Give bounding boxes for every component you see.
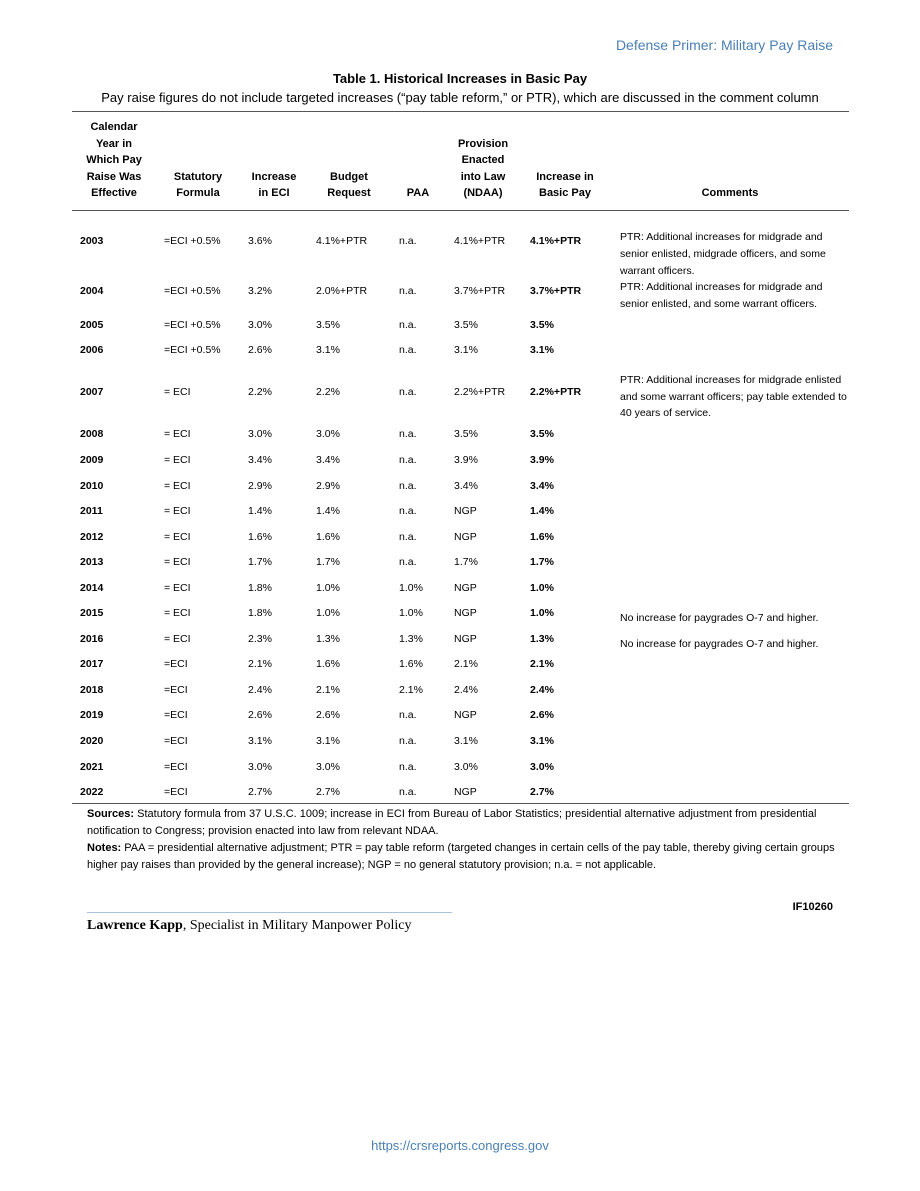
- cell-eci: 1.6%: [248, 531, 272, 543]
- cell-formula: = ECI: [164, 582, 191, 594]
- cell-provision: NGP: [454, 786, 477, 798]
- table-top-rule: [72, 111, 849, 112]
- cell-basic: 1.0%: [530, 607, 554, 619]
- cell-budget: 2.7%: [316, 786, 340, 798]
- cell-basic: 2.1%: [530, 658, 554, 670]
- cell-basic: 3.5%: [530, 428, 554, 440]
- cell-provision: 2.1%: [454, 658, 478, 670]
- cell-eci: 2.6%: [248, 709, 272, 721]
- cell-paa: 1.0%: [399, 582, 423, 594]
- cell-budget: 1.6%: [316, 531, 340, 543]
- cell-year: 2018: [80, 684, 104, 696]
- cell-eci: 2.7%: [248, 786, 272, 798]
- header-formula: Statutory Formula: [173, 170, 223, 200]
- cell-eci: 3.6%: [248, 235, 272, 247]
- table-bottom-rule: [72, 803, 849, 804]
- cell-basic: 1.3%: [530, 633, 554, 645]
- cell-paa: n.a.: [399, 428, 417, 440]
- author-divider: [87, 912, 452, 913]
- cell-eci: 3.0%: [248, 428, 272, 440]
- cell-formula: =ECI: [164, 658, 188, 670]
- cell-basic: 2.4%: [530, 684, 554, 696]
- cell-basic: 2.6%: [530, 709, 554, 721]
- cell-year: 2022: [80, 786, 104, 798]
- cell-formula: =ECI +0.5%: [164, 285, 221, 297]
- cell-basic: 4.1%+PTR: [530, 235, 582, 247]
- table-header-rule: [72, 210, 849, 211]
- report-code: IF10260: [792, 901, 833, 913]
- cell-paa: n.a.: [399, 386, 417, 398]
- header-comments: Comments: [701, 187, 759, 200]
- cell-budget: 2.6%: [316, 709, 340, 721]
- sources-note: Sources: Statutory formula from 37 U.S.C. 1009; increase in ECI from Bureau of Labor Statistics; presidential alternative adjustment from presidential notification to Congress; provision enacted into law from relevant NDAA.: [87, 808, 817, 837]
- cell-basic: 3.4%: [530, 480, 554, 492]
- header-eci: Increase in ECI: [251, 170, 297, 200]
- cell-eci: 3.0%: [248, 761, 272, 773]
- cell-budget: 1.7%: [316, 556, 340, 568]
- cell-formula: =ECI: [164, 786, 188, 798]
- cell-paa: n.a.: [399, 531, 417, 543]
- cell-eci: 2.6%: [248, 344, 272, 356]
- cell-formula: =ECI +0.5%: [164, 319, 221, 331]
- cell-eci: 2.2%: [248, 386, 272, 398]
- cell-formula: = ECI: [164, 386, 191, 398]
- cell-basic: 1.7%: [530, 556, 554, 568]
- cell-basic: 1.4%: [530, 505, 554, 517]
- cell-budget: 1.0%: [316, 582, 340, 594]
- cell-eci: 2.9%: [248, 480, 272, 492]
- cell-eci: 1.8%: [248, 582, 272, 594]
- header-paa: PAA: [406, 187, 430, 200]
- cell-budget: 1.4%: [316, 505, 340, 517]
- cell-paa: n.a.: [399, 285, 417, 297]
- cell-eci: 1.4%: [248, 505, 272, 517]
- cell-year: 2008: [80, 428, 104, 440]
- cell-formula: =ECI: [164, 684, 188, 696]
- cell-year: 2017: [80, 658, 104, 670]
- cell-provision: 3.7%+PTR: [454, 285, 506, 297]
- cell-year: 2004: [80, 285, 104, 297]
- cell-year: 2015: [80, 607, 104, 619]
- cell-paa: 2.1%: [399, 684, 423, 696]
- cell-comment: No increase for paygrades O-7 and higher.: [620, 611, 819, 624]
- cell-basic: 2.7%: [530, 786, 554, 798]
- table-header: [72, 122, 849, 202]
- cell-formula: = ECI: [164, 556, 191, 568]
- cell-basic: 3.0%: [530, 761, 554, 773]
- cell-year: 2003: [80, 235, 104, 247]
- cell-formula: = ECI: [164, 428, 191, 440]
- cell-provision: 3.1%: [454, 735, 478, 747]
- header-basic-pay: Increase in Basic Pay: [536, 170, 594, 200]
- cell-paa: n.a.: [399, 344, 417, 356]
- table-title: Table 1. Historical Increases in Basic Pay: [332, 71, 588, 86]
- cell-eci: 3.0%: [248, 319, 272, 331]
- cell-paa: n.a.: [399, 505, 417, 517]
- cell-provision: 3.5%: [454, 428, 478, 440]
- cell-basic: 3.9%: [530, 454, 554, 466]
- footer-url-link[interactable]: https://crsreports.congress.gov: [371, 1138, 549, 1153]
- header-provision: Provision Enacted into Law (NDAA): [457, 137, 509, 200]
- cell-formula: = ECI: [164, 607, 191, 619]
- cell-formula: = ECI: [164, 454, 191, 466]
- cell-budget: 4.1%+PTR: [316, 235, 368, 247]
- cell-year: 2021: [80, 761, 104, 773]
- cell-year: 2012: [80, 531, 104, 543]
- cell-paa: n.a.: [399, 735, 417, 747]
- cell-paa: n.a.: [399, 454, 417, 466]
- cell-eci: 3.2%: [248, 285, 272, 297]
- cell-provision: NGP: [454, 531, 477, 543]
- cell-eci: 2.3%: [248, 633, 272, 645]
- cell-budget: 1.0%: [316, 607, 340, 619]
- cell-paa: n.a.: [399, 480, 417, 492]
- header-year: Calendar Year in Which Pay Raise Was Effective: [86, 121, 142, 200]
- cell-provision: NGP: [454, 709, 477, 721]
- cell-eci: 3.4%: [248, 454, 272, 466]
- cell-provision: 3.5%: [454, 319, 478, 331]
- cell-provision: 3.0%: [454, 761, 478, 773]
- cell-budget: 3.1%: [316, 344, 340, 356]
- cell-basic: 3.7%+PTR: [530, 285, 582, 297]
- cell-formula: =ECI: [164, 761, 188, 773]
- cell-year: 2010: [80, 480, 104, 492]
- cell-provision: NGP: [454, 505, 477, 517]
- cell-budget: 1.3%: [316, 633, 340, 645]
- cell-formula: =ECI +0.5%: [164, 235, 221, 247]
- cell-formula: = ECI: [164, 633, 191, 645]
- cell-provision: NGP: [454, 582, 477, 594]
- cell-basic: 3.1%: [530, 735, 554, 747]
- cell-year: 2016: [80, 633, 104, 645]
- cell-basic: 3.5%: [530, 319, 554, 331]
- table-notes: [87, 806, 837, 874]
- cell-basic: 1.0%: [530, 582, 554, 594]
- cell-comment: No increase for paygrades O-7 and higher.: [620, 637, 819, 650]
- cell-year: 2005: [80, 319, 104, 331]
- cell-eci: 2.4%: [248, 684, 272, 696]
- cell-year: 2011: [80, 505, 103, 517]
- cell-paa: n.a.: [399, 235, 417, 247]
- cell-provision: 4.1%+PTR: [454, 235, 506, 247]
- cell-formula: = ECI: [164, 531, 191, 543]
- cell-formula: = ECI: [164, 505, 191, 517]
- cell-paa: n.a.: [399, 761, 417, 773]
- cell-formula: =ECI: [164, 735, 188, 747]
- cell-eci: 3.1%: [248, 735, 272, 747]
- cell-year: 2013: [80, 556, 104, 568]
- cell-budget: 3.5%: [316, 319, 340, 331]
- cell-budget: 2.1%: [316, 684, 340, 696]
- cell-paa: 1.0%: [399, 607, 423, 619]
- cell-provision: 2.4%: [454, 684, 478, 696]
- cell-paa: n.a.: [399, 556, 417, 568]
- cell-year: 2019: [80, 709, 104, 721]
- cell-provision: 1.7%: [454, 556, 478, 568]
- cell-paa: n.a.: [399, 709, 417, 721]
- cell-budget: 3.0%: [316, 428, 340, 440]
- cell-provision: 2.2%+PTR: [454, 386, 506, 398]
- cell-eci: 1.7%: [248, 556, 272, 568]
- cell-year: 2006: [80, 344, 104, 356]
- cell-comment: PTR: Additional increases for midgrade and senior enlisted, midgrade officers, and some warrant officers.: [620, 231, 826, 277]
- cell-provision: 3.1%: [454, 344, 478, 356]
- cell-provision: 3.4%: [454, 480, 478, 492]
- cell-formula: = ECI: [164, 480, 191, 492]
- cell-comment: PTR: Additional increases for midgrade and senior enlisted, and some warrant officers.: [620, 281, 823, 310]
- cell-year: 2020: [80, 735, 104, 747]
- cell-eci: 1.8%: [248, 607, 272, 619]
- header-budget: Budget Request: [327, 170, 371, 200]
- cell-formula: =ECI: [164, 709, 188, 721]
- cell-formula: =ECI +0.5%: [164, 344, 221, 356]
- author-line: Lawrence Kapp, Specialist in Military Manpower Policy: [87, 918, 412, 933]
- cell-budget: 3.4%: [316, 454, 340, 466]
- cell-basic: 2.2%+PTR: [530, 386, 582, 398]
- cell-paa: n.a.: [399, 786, 417, 798]
- cell-budget: 3.0%: [316, 761, 340, 773]
- cell-year: 2009: [80, 454, 104, 466]
- cell-comment: PTR: Additional increases for midgrade enlisted and some warrant officers; pay table extended to 40 years of service.: [620, 374, 847, 420]
- cell-paa: n.a.: [399, 319, 417, 331]
- table-subtitle: Pay raise figures do not include targeted increases (“pay table reform,” or PTR), which are discussed in the comment column: [101, 90, 819, 105]
- cell-basic: 1.6%: [530, 531, 554, 543]
- cell-budget: 3.1%: [316, 735, 340, 747]
- cell-provision: NGP: [454, 607, 477, 619]
- cell-year: 2007: [80, 386, 104, 398]
- cell-provision: NGP: [454, 633, 477, 645]
- cell-provision: 3.9%: [454, 454, 478, 466]
- cell-paa: 1.6%: [399, 658, 423, 670]
- cell-budget: 1.6%: [316, 658, 340, 670]
- cell-eci: 2.1%: [248, 658, 272, 670]
- document-header-label: Defense Primer: Military Pay Raise: [615, 37, 833, 53]
- notes-note: Notes: PAA = presidential alternative adjustment; PTR = pay table reform (targeted changes in certain cells of the pay table, thereby giving certain groups higher pay raises than provided by the general increase); NGP = no general statutory provision; n.a. = not applicable.: [87, 842, 835, 871]
- cell-budget: 2.2%: [316, 386, 340, 398]
- cell-budget: 2.0%+PTR: [316, 285, 368, 297]
- cell-year: 2014: [80, 582, 104, 594]
- cell-paa: 1.3%: [399, 633, 423, 645]
- cell-basic: 3.1%: [530, 344, 554, 356]
- cell-budget: 2.9%: [316, 480, 340, 492]
